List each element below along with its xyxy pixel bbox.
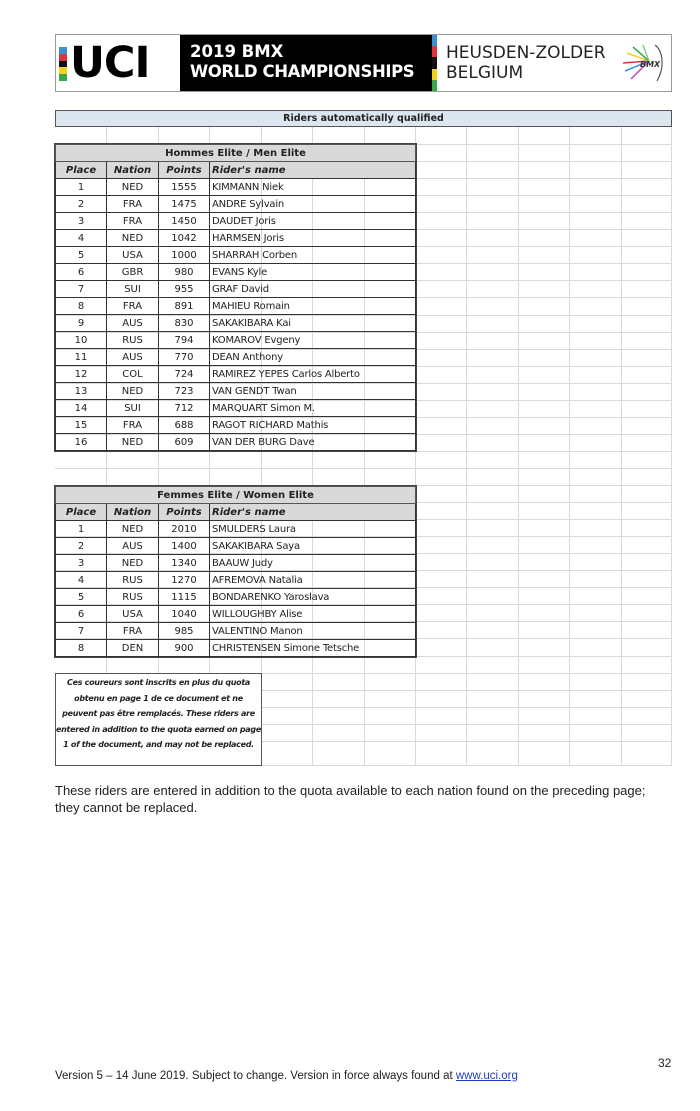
table-row xyxy=(56,383,416,400)
points-cell: 1340 xyxy=(159,555,210,572)
table-header-row xyxy=(56,504,416,521)
table-caption-row xyxy=(56,145,416,162)
table-row xyxy=(56,298,416,315)
rider-name-cell: VALENTINO Manon xyxy=(210,623,416,640)
points-cell: 900 xyxy=(159,640,210,657)
bmx-worlds-logo-icon xyxy=(619,41,665,85)
rider-name-cell: SAKAKIBARA Saya xyxy=(210,538,416,555)
event-location xyxy=(446,43,606,83)
rider-name-cell: SMULDERS Laura xyxy=(210,521,416,538)
column-header-nation: Nation xyxy=(107,504,159,521)
rider-name-cell: DEAN Anthony xyxy=(210,349,416,366)
rider-name-cell: ANDRE Sylvain xyxy=(210,196,416,213)
stripe xyxy=(59,74,67,81)
nation-cell: USA xyxy=(107,247,159,264)
bmx-logo-text: BMX xyxy=(640,60,661,69)
nation-cell: DEN xyxy=(107,640,159,657)
gridline xyxy=(518,127,519,766)
column-header-place: Place xyxy=(56,162,107,179)
points-cell: 770 xyxy=(159,349,210,366)
rider-name-cell: KIMMANN Niek xyxy=(210,179,416,196)
points-cell: 712 xyxy=(159,400,210,417)
points-cell: 985 xyxy=(159,623,210,640)
column-header-rider-name: Rider's name xyxy=(210,504,416,521)
points-cell: 1040 xyxy=(159,606,210,623)
nation-cell: RUS xyxy=(107,332,159,349)
footer-text: Version 5 – 14 June 2019. Subject to change. Version in force always found at xyxy=(55,1070,456,1082)
column-header-points: Points xyxy=(159,162,210,179)
nation-cell: NED xyxy=(107,179,159,196)
explanation-paragraph: These riders are entered in addition to the quota available to each nation found on the preceding page; they cannot be replaced. xyxy=(55,783,646,815)
nation-cell: SUI xyxy=(107,281,159,298)
header-banner xyxy=(55,34,672,92)
gridline xyxy=(55,468,672,469)
event-title-line1: 2019 BMX xyxy=(190,42,284,61)
place-cell: 8 xyxy=(56,640,107,657)
points-cell: 980 xyxy=(159,264,210,281)
points-cell: 891 xyxy=(159,298,210,315)
points-cell: 1042 xyxy=(159,230,210,247)
place-cell: 7 xyxy=(56,623,107,640)
table-caption: Femmes Elite / Women Elite xyxy=(56,487,416,504)
place-cell: 9 xyxy=(56,315,107,332)
rainbow-stripes-icon xyxy=(59,47,67,81)
points-cell: 1475 xyxy=(159,196,210,213)
table-row xyxy=(56,640,416,657)
stripe xyxy=(59,54,67,61)
rider-name-cell: RAGOT RICHARD Mathis xyxy=(210,417,416,434)
nation-cell: FRA xyxy=(107,417,159,434)
points-cell: 723 xyxy=(159,383,210,400)
rider-name-cell: MARQUART Simon M. xyxy=(210,400,416,417)
table-header-row xyxy=(56,162,416,179)
stripe xyxy=(432,35,437,46)
rider-name-cell: WILLOUGHBY Alise xyxy=(210,606,416,623)
table-row xyxy=(56,400,416,417)
rider-name-cell: GRAF David xyxy=(210,281,416,298)
nation-cell: GBR xyxy=(107,264,159,281)
place-cell: 10 xyxy=(56,332,107,349)
footer xyxy=(55,1070,518,1082)
table-row xyxy=(56,213,416,230)
nation-cell: FRA xyxy=(107,298,159,315)
event-title-block xyxy=(180,35,432,91)
rainbow-separator-icon xyxy=(432,35,437,91)
points-cell: 1115 xyxy=(159,589,210,606)
points-cell: 955 xyxy=(159,281,210,298)
column-header-place: Place xyxy=(56,504,107,521)
rider-name-cell: BAAUW Judy xyxy=(210,555,416,572)
stripe xyxy=(432,69,437,80)
place-cell: 13 xyxy=(56,383,107,400)
table-row xyxy=(56,315,416,332)
column-header-nation: Nation xyxy=(107,162,159,179)
page-number: 32 xyxy=(658,1056,672,1070)
place-cell: 16 xyxy=(56,434,107,451)
table-row xyxy=(56,606,416,623)
uci-website-link[interactable]: www.uci.org xyxy=(455,1070,518,1082)
gridline xyxy=(671,127,672,766)
rider-name-cell: DAUDET Joris xyxy=(210,213,416,230)
points-cell: 1400 xyxy=(159,538,210,555)
place-cell: 5 xyxy=(56,247,107,264)
stripe xyxy=(59,47,67,54)
table-row xyxy=(56,264,416,281)
points-cell: 1555 xyxy=(159,179,210,196)
table-row xyxy=(56,332,416,349)
table-row xyxy=(56,281,416,298)
nation-cell: SUI xyxy=(107,400,159,417)
nation-cell: RUS xyxy=(107,589,159,606)
place-cell: 14 xyxy=(56,400,107,417)
column-header-rider-name: Rider's name xyxy=(210,162,416,179)
stripe xyxy=(432,46,437,57)
event-title-line2: WORLD CHAMPIONSHIPS xyxy=(190,62,415,81)
gridline xyxy=(621,127,622,766)
place-cell: 2 xyxy=(56,196,107,213)
nation-cell: AUS xyxy=(107,349,159,366)
points-cell: 1000 xyxy=(159,247,210,264)
uci-logo-text: UCI xyxy=(70,38,150,88)
table-row xyxy=(56,538,416,555)
rider-name-cell: HARMSEN Joris xyxy=(210,230,416,247)
gridline xyxy=(569,127,570,766)
women-elite-table xyxy=(55,486,416,657)
table-row xyxy=(56,366,416,383)
place-cell: 4 xyxy=(56,572,107,589)
rider-name-cell: AFREMOVA Natalia xyxy=(210,572,416,589)
table-row xyxy=(56,555,416,572)
place-cell: 15 xyxy=(56,417,107,434)
rider-name-cell: EVANS Kyle xyxy=(210,264,416,281)
table-caption: Hommes Elite / Men Elite xyxy=(56,145,416,162)
rider-name-cell: RAMIREZ YEPES Carlos Alberto xyxy=(210,366,416,383)
rider-name-cell: VAN GENDT Twan xyxy=(210,383,416,400)
nation-cell: NED xyxy=(107,521,159,538)
rider-name-cell: CHRISTENSEN Simone Tetsche xyxy=(210,640,416,657)
rider-name-cell: KOMAROV Evgeny xyxy=(210,332,416,349)
points-cell: 688 xyxy=(159,417,210,434)
place-cell: 2 xyxy=(56,538,107,555)
place-cell: 8 xyxy=(56,298,107,315)
stripe xyxy=(432,57,437,68)
place-cell: 1 xyxy=(56,521,107,538)
place-cell: 3 xyxy=(56,213,107,230)
rider-name-cell: SHARRAH Corben xyxy=(210,247,416,264)
points-cell: 1270 xyxy=(159,572,210,589)
table-row xyxy=(56,434,416,451)
table-row xyxy=(56,521,416,538)
points-cell: 609 xyxy=(159,434,210,451)
place-cell: 4 xyxy=(56,230,107,247)
place-cell: 5 xyxy=(56,589,107,606)
nation-cell: AUS xyxy=(107,538,159,555)
note-box: Ces coureurs sont inscrits en plus du quota obtenu en page 1 de ce document et ne peuvent pas être remplacés. These riders are entered in addition to the quota earned on page 1 of the document, and may not be replaced. xyxy=(55,673,262,766)
table-row xyxy=(56,230,416,247)
rider-name-cell: BONDARENKO Yaroslava xyxy=(210,589,416,606)
place-cell: 6 xyxy=(56,264,107,281)
rider-name-cell: MAHIEU Romain xyxy=(210,298,416,315)
table-row xyxy=(56,417,416,434)
nation-cell: COL xyxy=(107,366,159,383)
rider-name-cell: SAKAKIBARA Kai xyxy=(210,315,416,332)
rider-name-cell: VAN DER BURG Dave xyxy=(210,434,416,451)
gridline xyxy=(55,451,672,452)
table-caption-row xyxy=(56,487,416,504)
place-cell: 1 xyxy=(56,179,107,196)
points-cell: 724 xyxy=(159,366,210,383)
stripe xyxy=(59,67,67,74)
nation-cell: FRA xyxy=(107,623,159,640)
table-row xyxy=(56,623,416,640)
nation-cell: NED xyxy=(107,230,159,247)
place-cell: 11 xyxy=(56,349,107,366)
place-cell: 7 xyxy=(56,281,107,298)
table-row xyxy=(56,179,416,196)
gridline xyxy=(466,127,467,766)
nation-cell: NED xyxy=(107,434,159,451)
place-cell: 6 xyxy=(56,606,107,623)
city-name: HEUSDEN-ZOLDER xyxy=(446,43,606,63)
stripe xyxy=(59,61,67,68)
men-elite-table xyxy=(55,144,416,451)
table-row xyxy=(56,572,416,589)
table-row xyxy=(56,589,416,606)
stripe xyxy=(432,80,437,91)
uci-logo xyxy=(56,35,180,91)
nation-cell: USA xyxy=(107,606,159,623)
points-cell: 2010 xyxy=(159,521,210,538)
nation-cell: FRA xyxy=(107,196,159,213)
nation-cell: NED xyxy=(107,555,159,572)
table-row xyxy=(56,247,416,264)
nation-cell: FRA xyxy=(107,213,159,230)
country-name: BELGIUM xyxy=(446,63,524,83)
nation-cell: NED xyxy=(107,383,159,400)
nation-cell: RUS xyxy=(107,572,159,589)
place-cell: 12 xyxy=(56,366,107,383)
nation-cell: AUS xyxy=(107,315,159,332)
section-title: Riders automatically qualified xyxy=(55,110,672,127)
points-cell: 1450 xyxy=(159,213,210,230)
place-cell: 3 xyxy=(56,555,107,572)
column-header-points: Points xyxy=(159,504,210,521)
table-row xyxy=(56,196,416,213)
points-cell: 830 xyxy=(159,315,210,332)
table-row xyxy=(56,349,416,366)
points-cell: 794 xyxy=(159,332,210,349)
